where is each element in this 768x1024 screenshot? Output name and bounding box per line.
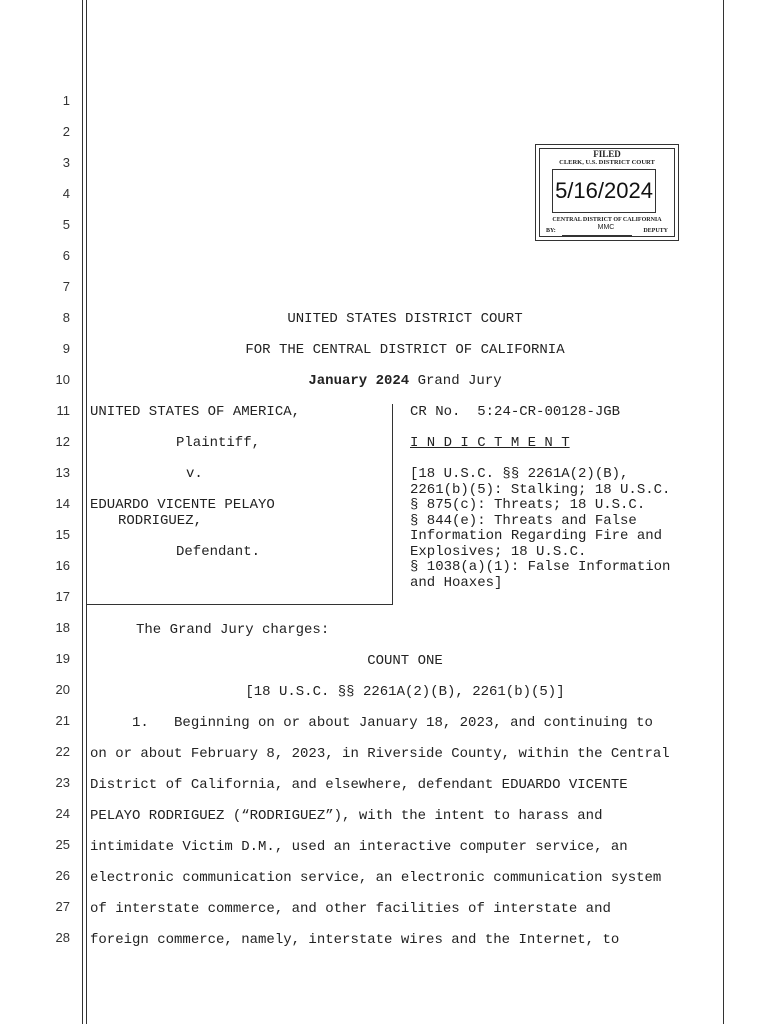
body-text-line: intimidate Victim D.M., used an interactive computer service, an xyxy=(90,839,628,855)
line-number: 25 xyxy=(55,837,70,852)
line-number: 1 xyxy=(62,93,70,108)
line-number: 20 xyxy=(55,682,70,697)
body-text-line: District of California, and elsewhere, defendant EDUARDO VICENTE xyxy=(90,777,628,793)
line-number: 28 xyxy=(55,930,70,945)
caption-divider xyxy=(392,404,393,605)
line-number: 11 xyxy=(56,403,70,418)
left-margin-line-outer xyxy=(82,0,83,1024)
statute-line: Information Regarding Fire and xyxy=(410,528,663,544)
statute-line: § 844(e): Threats and False xyxy=(410,512,637,529)
stamp-date: 5/16/2024 xyxy=(552,169,656,213)
stamp-initials: MMC xyxy=(597,224,615,231)
line-number: 19 xyxy=(55,651,70,666)
line-number: 26 xyxy=(55,868,70,883)
statute-line: 2261(b)(5): Stalking; 18 U.S.C. xyxy=(410,481,671,498)
line-number: 24 xyxy=(55,806,70,821)
stamp-district: CENTRAL DISTRICT OF CALIFORNIA xyxy=(552,217,662,223)
body-text-line: electronic communication service, an electronic communication system xyxy=(90,870,662,886)
line-number: 12 xyxy=(55,434,70,449)
body-text-line: foreign commerce, namely, interstate wires and the Internet, to xyxy=(90,932,620,948)
case-number: 5:24-CR-00128-JGB xyxy=(477,404,621,420)
defendant-label: Defendant. xyxy=(176,544,261,560)
line-number: 3 xyxy=(62,155,70,170)
defendant-name-1: EDUARDO VICENTE PELAYO xyxy=(90,497,275,513)
count-statute: [18 U.S.C. §§ 2261A(2)(B), 2261(b)(5)] xyxy=(245,684,565,700)
line-number: 17 xyxy=(55,589,70,604)
line-number: 18 xyxy=(55,620,70,635)
line-number: 15 xyxy=(55,527,70,542)
body-text-line: on or about February 8, 2023, in Riverside County, within the Central xyxy=(90,746,670,762)
line-number: 9 xyxy=(62,341,70,356)
case-number-line xyxy=(410,404,620,420)
plaintiff-label: Plaintiff, xyxy=(176,435,261,451)
left-margin-line-inner xyxy=(86,0,87,1024)
versus: v. xyxy=(186,466,203,482)
line-number: 5 xyxy=(62,217,70,232)
statute-line: § 1038(a)(1): False Information xyxy=(410,559,671,575)
plaintiff-name: UNITED STATES OF AMERICA, xyxy=(90,404,301,420)
case-label: CR No. xyxy=(410,404,461,420)
line-number: 13 xyxy=(55,465,70,480)
stamp-filed: FILED xyxy=(593,149,621,159)
line-number: 27 xyxy=(55,899,70,914)
filed-stamp xyxy=(535,144,679,241)
statute-line: Explosives; 18 U.S.C. xyxy=(410,543,587,560)
stamp-signature-line xyxy=(562,235,632,236)
defendant-name-2: RODRIGUEZ, xyxy=(118,513,203,529)
grand-jury-rest: Grand Jury xyxy=(409,373,502,389)
caption-bottom-rule xyxy=(86,604,393,605)
count-title: COUNT ONE xyxy=(367,653,443,669)
line-number: 23 xyxy=(55,775,70,790)
court-name: UNITED STATES DISTRICT COURT xyxy=(287,311,523,327)
body-text-line: 1. Beginning on or about January 18, 2023, and continuing to xyxy=(90,715,653,731)
right-margin-line xyxy=(723,0,724,1024)
grand-jury-charges: The Grand Jury charges: xyxy=(136,622,330,638)
grand-jury-term: January 2024 xyxy=(308,373,410,389)
line-number: 6 xyxy=(62,248,70,263)
body-text-line: PELAYO RODRIGUEZ (“RODRIGUEZ”), with the intent to harass and xyxy=(90,808,603,824)
stamp-clerk: CLERK, U.S. DISTRICT COURT xyxy=(559,159,655,166)
body-text-line: of interstate commerce, and other facilities of interstate and xyxy=(90,901,611,917)
grand-jury-line xyxy=(90,373,720,389)
line-number: 22 xyxy=(55,744,70,759)
statute-line: and Hoaxes] xyxy=(410,574,503,591)
court-district: FOR THE CENTRAL DISTRICT OF CALIFORNIA xyxy=(245,342,565,358)
line-number: 14 xyxy=(55,496,70,511)
line-number: 8 xyxy=(62,310,70,325)
line-number: 7 xyxy=(62,279,70,294)
statute-line: [18 U.S.C. §§ 2261A(2)(B), xyxy=(410,466,629,482)
line-number: 16 xyxy=(55,558,70,573)
statute-line: § 875(c): Threats; 18 U.S.C. xyxy=(410,497,646,513)
document-title: I N D I C T M E N T xyxy=(410,435,570,451)
stamp-deputy: DEPUTY xyxy=(643,228,668,234)
line-number: 2 xyxy=(62,124,70,139)
line-number: 21 xyxy=(55,713,70,728)
line-number: 4 xyxy=(62,186,70,201)
line-number: 10 xyxy=(55,372,70,387)
stamp-by: BY: xyxy=(546,228,556,234)
